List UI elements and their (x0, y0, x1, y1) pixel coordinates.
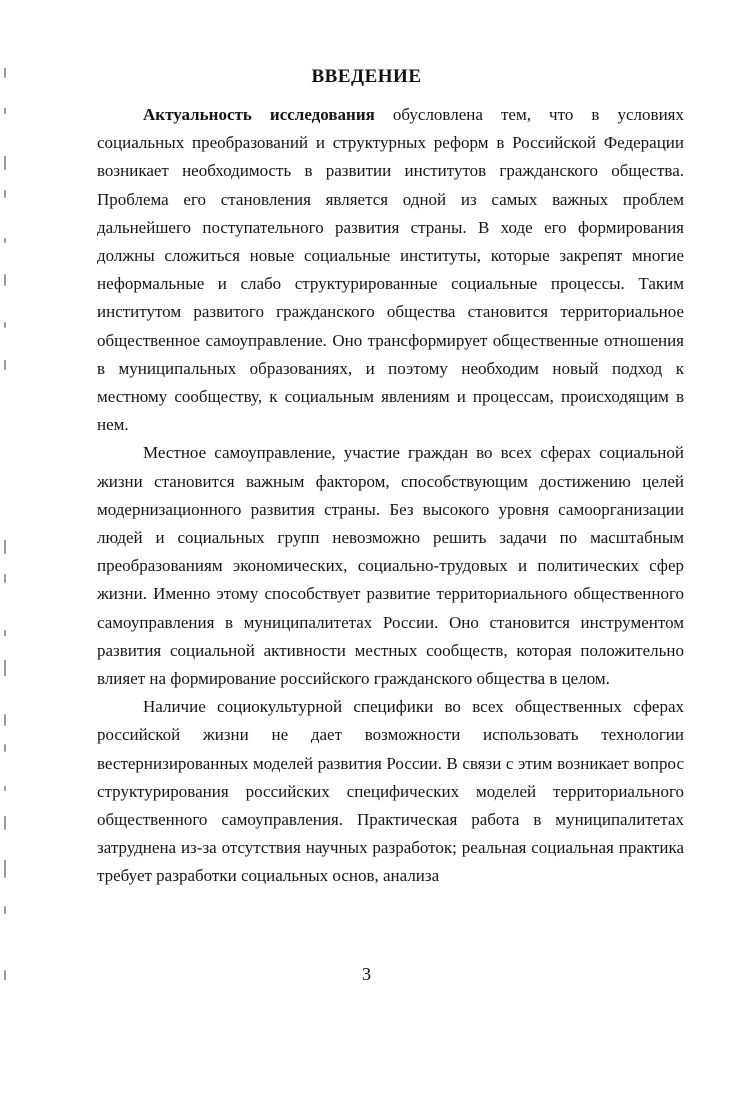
document-body (97, 101, 684, 891)
page-number: 3 (362, 964, 371, 984)
paragraph-text: обусловлена тем, что в условиях социальных преобразований и структурных реформ в Российской Федерации возникает необходимость в развитии институтов гражданского общества. Проблема его становления является одной из самых важных проблем дальнейшего поступательного развития страны. В ходе его формирования должны сложиться новые социальные институты, которые закрепят многие неформальные и слабо структурированные социальные процессы. Таким институтом развитого гражданского общества становится территориальное общественное самоуправление. Оно трансформирует общественные отношения в муниципальных образованиях, и поэтому необходим новый подход к местному сообществу, к социальным явлениям и процессам, происходящим в нем. (97, 105, 684, 435)
scan-binding-edge (0, 60, 14, 1000)
paragraph-relevance (97, 101, 684, 439)
paragraph-lead-phrase: Актуальность исследования (143, 105, 375, 124)
paragraph-sociocultural-specifics: Наличие социокультурной специфики во всех общественных сферах российской жизни не дает возможности использовать технологии вестернизированных моделей развития России. В связи с этим возникает вопрос структурирования российских специфических моделей территориального общественного самоуправления. Практическая работа в муниципалитетах затруднена из-за отсутствия научных разработок; реальная социальная практика требует разработки социальных основ, анализа (97, 697, 684, 886)
paragraph-local-self-government: Местное самоуправление, участие граждан во всех сферах социальной жизни становится важным фактором, способствующим достижению целей модернизационного развития страны. Без высокого уровня самоорганизации людей и социальных групп невозможно решить задачи по масштабным преобразованиям экономических, социально-трудовых и политических сфер жизни. Именно этому способствует развитие территориального общественного самоуправления в муниципалитетах России. Оно становится инструментом развития социальной активности местных сообществ, которая положительно влияет на формирование российского гражданского общества в целом. (97, 443, 684, 689)
section-title: ВВЕДЕНИЕ (311, 66, 422, 87)
